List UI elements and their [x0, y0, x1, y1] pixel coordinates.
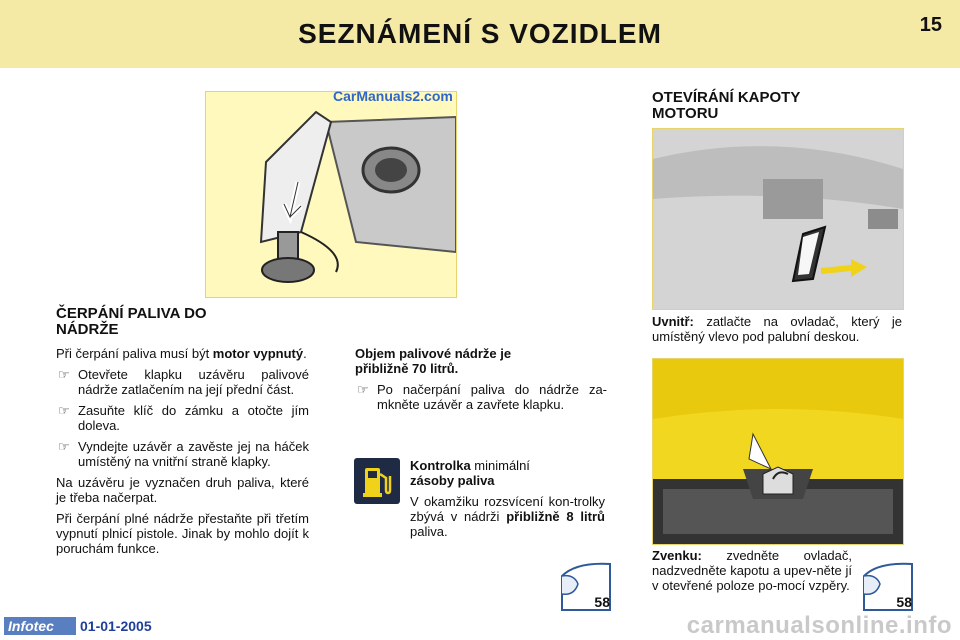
list-item: ☞ Vyndejte uzávěr a zavěste jej na háček umístěný na vnitřní straně klapky.: [58, 439, 309, 469]
pointing-finger-icon: ☞: [357, 382, 369, 397]
tank-capacity: Objem palivové nádrže je přibližně 70 litrů. ☞ Po načerpání paliva do nádrže za-mkněte uzávěr a zavřete klapku.: [355, 346, 607, 412]
pointing-finger-icon: ☞: [58, 367, 70, 382]
page-reference-link[interactable]: 58: [858, 560, 916, 612]
fuel-intro: Při čerpání paliva musí být motor vypnutý.: [56, 346, 307, 361]
list-item: ☞ Po načerpání paliva do nádrže za-mkněte uzávěr a zavřete klapku.: [357, 382, 607, 412]
page-reference-link[interactable]: 58: [556, 560, 614, 612]
page-header: [0, 0, 960, 68]
fuel-warning-lamp: Kontrolka minimální zásoby paliva V okamžiku rozsvícení kon-trolky zbývá v nádrži přibližně 8 litrů paliva.: [410, 458, 605, 539]
bonnet-front-photo: [652, 358, 904, 545]
fuel-text: [56, 346, 309, 562]
list-item: ☞ Otevřete klapku uzávěru palivové nádrže zatlačením na její přední část.: [58, 367, 309, 397]
bonnet-outside-instruction: Zvenku: zvedněte ovladač, nadzvedněte kapotu a upev-něte jí v otevřené poloze po-mocí vzpěry.: [652, 548, 852, 593]
fuel-type-note: Na uzávěru je vyznačen druh paliva, které je třeba načerpat.: [56, 475, 309, 505]
refuel-stop-note: Při čerpání plné nádrže přestaňte při třetím vypnutí plnicí pistole. Jinak by mohlo dojít k poruchám funkce.: [56, 511, 309, 556]
page-title: SEZNÁMENÍ S VOZIDLEM: [298, 18, 662, 49]
pointing-finger-icon: ☞: [58, 403, 70, 418]
bonnet-inside-instruction: Uvnitř: zatlačte na ovladač, který je umístěný vlevo pod palubní deskou.: [652, 314, 902, 344]
bonnet-heading: OTEVÍRÁNÍ KAPOTY MOTORU: [652, 89, 801, 122]
fuel-heading: ČERPÁNÍ PALIVA DO NÁDRŽE: [56, 305, 207, 338]
fuel-pump-icon: [354, 458, 400, 504]
page-number: 15: [919, 14, 942, 36]
fuel-cap-photo: [205, 91, 457, 298]
edition-date: 01-01-2005: [80, 618, 152, 634]
list-item: ☞ Zasuňte klíč do zámku a otočte jím doleva.: [58, 403, 309, 433]
watermark: CarManuals2.com: [333, 88, 453, 104]
pointing-finger-icon: ☞: [58, 439, 70, 454]
site-watermark: carmanualsonline.info: [686, 612, 952, 639]
infotec-logo: Infotec: [4, 617, 76, 635]
bonnet-release-lever-photo: [652, 128, 904, 310]
